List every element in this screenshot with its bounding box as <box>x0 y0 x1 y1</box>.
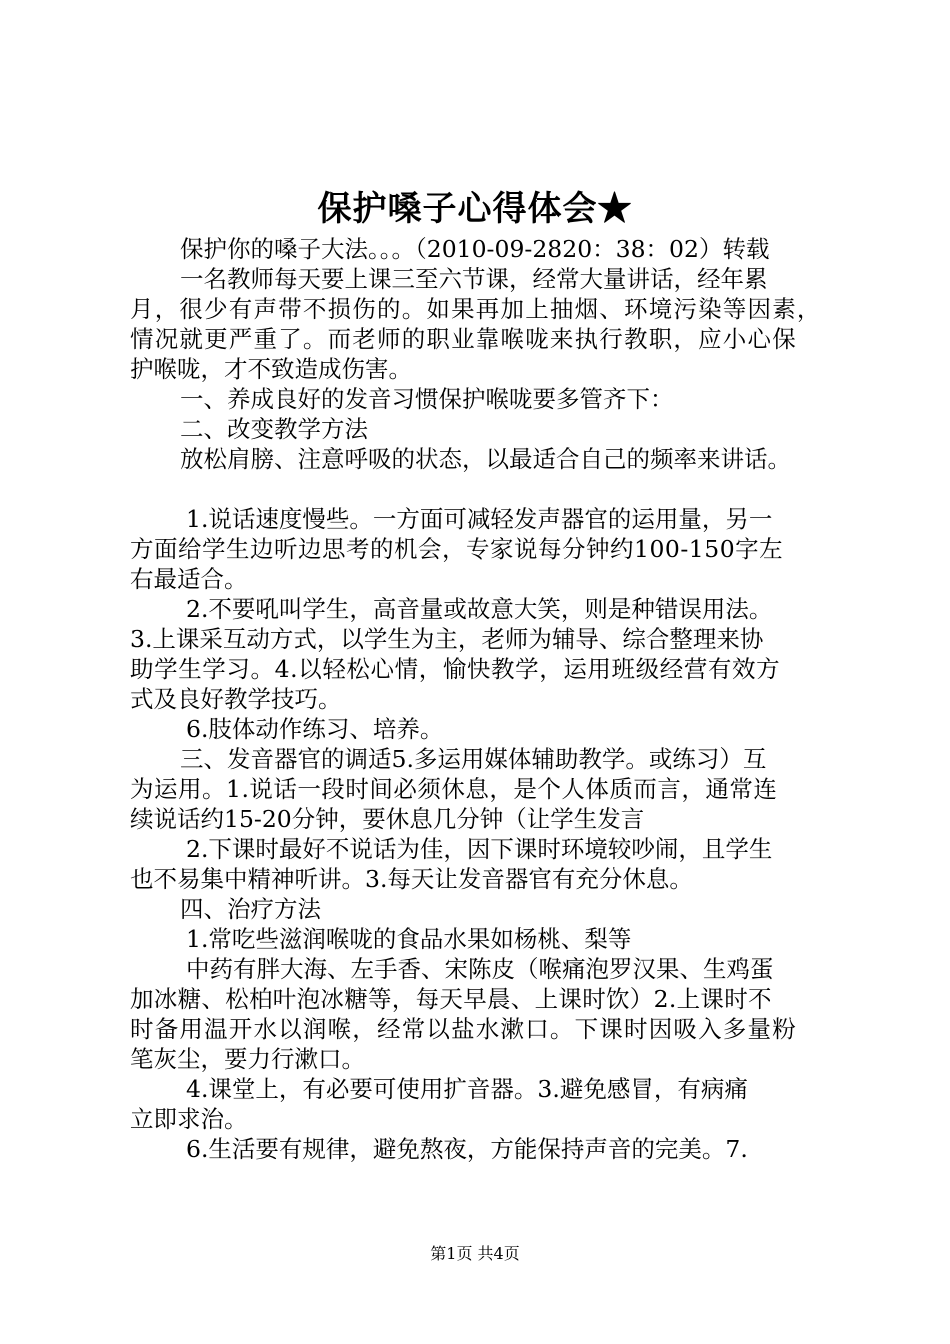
paragraph-line: 立即求治。 <box>130 1105 248 1133</box>
paragraph-line: 1.常吃些滋润喉咙的食品水果如杨桃、梨等 <box>186 925 632 953</box>
document-body <box>130 234 830 1164</box>
paragraph-line: 加冰糖、松柏叶泡冰糖等，每天早晨、上课时饮）2.上课时不 <box>130 985 772 1013</box>
paragraph-line: 方面给学生边听边思考的机会，专家说每分钟约100-150字左 <box>130 535 784 563</box>
paragraph-line: 2.下课时最好不说话为佳，因下课时环境较吵闹，且学生 <box>186 835 773 863</box>
blank-line <box>130 474 830 504</box>
document-title: 保护嗓子心得体会★ <box>317 189 633 229</box>
paragraph-line: 中药有胖大海、左手香、宋陈皮（喉痛泡罗汉果、生鸡蛋 <box>186 955 774 983</box>
paragraph-line: 为运用。1.说话一段时间必须休息，是个人体质而言，通常连 <box>130 775 778 803</box>
paragraph-line: 护喉咙，才不致造成伤害。 <box>130 355 412 383</box>
paragraph-line: 续说话约15-20分钟，要休息几分钟（让学生发言 <box>130 805 645 833</box>
page-number: 第1页 共4页 <box>430 1244 520 1263</box>
paragraph-line: 三、发音器官的调适5.多运用媒体辅助教学。或练习）互 <box>180 745 767 773</box>
paragraph-line: 4.课堂上，有必要可使用扩音器。3.避免感冒，有病痛 <box>186 1075 748 1103</box>
paragraph-line: 1.说话速度慢些。一方面可减轻发声器官的运用量，另一 <box>186 505 773 533</box>
paragraph-line: 一名教师每天要上课三至六节课，经常大量讲话，经年累 <box>180 265 768 293</box>
paragraph-line: 保护你的嗓子大法。。。（2010-09-2820：38：02）转载 <box>180 235 770 263</box>
paragraph-line: 笔灰尘，要力行漱口。 <box>130 1045 365 1073</box>
paragraph-line: 右最适合。 <box>130 565 248 593</box>
paragraph-line: 放松肩膀、注意呼吸的状态，以最适合自己的频率来讲话。 <box>180 445 791 473</box>
paragraph-line: 二、改变教学方法 <box>180 415 368 443</box>
paragraph-line: 6.生活要有规律，避免熬夜，方能保持声音的完美。7. <box>186 1135 748 1163</box>
paragraph-line: 一、养成良好的发音习惯保护喉咙要多管齐下： <box>180 385 674 413</box>
paragraph-line: 四、治疗方法 <box>180 895 321 923</box>
paragraph-line: 也不易集中精神听讲。3.每天让发音器官有充分休息。 <box>130 865 693 893</box>
paragraph-line: 情况就更严重了。而老师的职业靠喉咙来执行教职，应小心保 <box>130 325 797 353</box>
paragraph-line: 2.不要吼叫学生，高音量或故意大笑，则是种错误用法。 <box>186 595 773 623</box>
paragraph-line: 3.上课采互动方式，以学生为主，老师为辅导、综合整理来协 <box>130 625 764 653</box>
paragraph-line: 月，很少有声带不损伤的。如果再加上抽烟、环境污染等因素， <box>130 295 822 323</box>
paragraph-line: 式及良好教学技巧。 <box>130 685 342 713</box>
paragraph-line: 时备用温开水以润喉，经常以盐水漱口。下课时因吸入多量粉 <box>130 1015 797 1043</box>
paragraph-line: 助学生学习。4.以轻松心情，愉快教学，运用班级经营有效方 <box>130 655 781 683</box>
paragraph-line: 6.肢体动作练习、培养。 <box>186 715 444 743</box>
